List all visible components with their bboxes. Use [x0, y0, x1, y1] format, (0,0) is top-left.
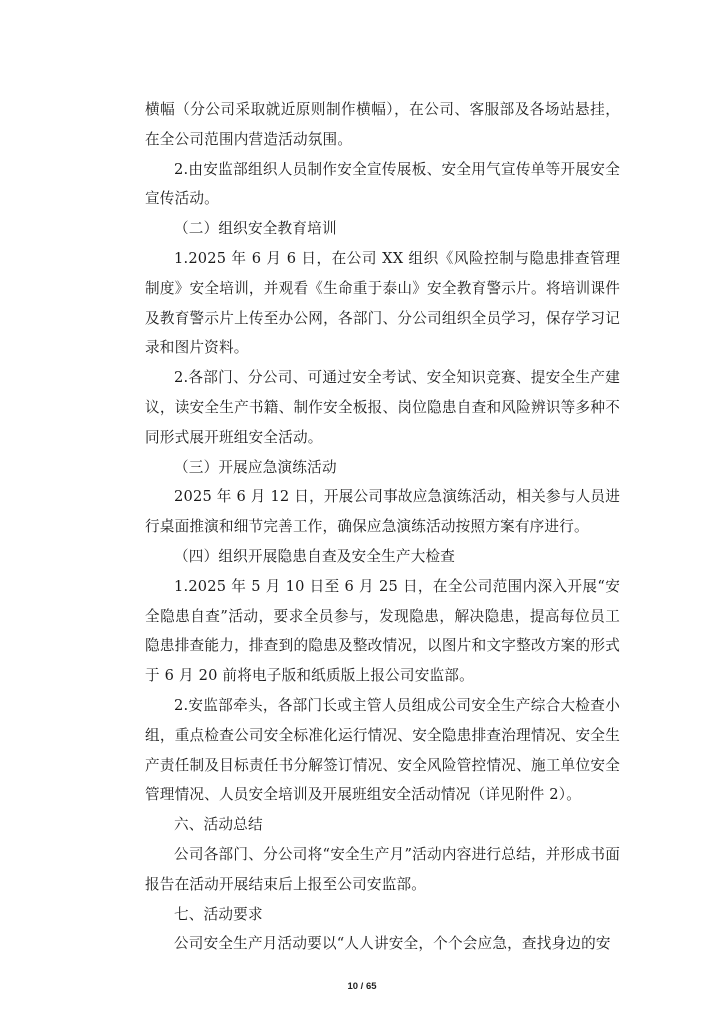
subheading-hazard-inspection: （四）组织开展隐患自查及安全生产大检查	[174, 547, 456, 565]
paragraph-team-activities: 2.各部门、分公司、可通过安全考试、安全知识竞赛、提安全生产建议，读安全生产书籍、制作安全板报、岗位隐患自查和风险辨识等多种不同形式展开班组安全活动。	[145, 369, 620, 446]
paragraph-drill-details: 2025 年 6 月 12 日，开展公司事故应急演练活动，相关参与人员进行桌面推演和细节完善工作，确保应急演练活动按照方案有序进行。	[145, 488, 620, 536]
paragraph-requirements-start: 公司安全生产月活动要以“人人讲安全，个个会应急，查找身边的安	[174, 935, 611, 953]
heading-activity-summary: 六、活动总结	[174, 816, 263, 834]
document-body	[145, 95, 620, 959]
subheading-safety-training: （二）组织安全教育培训	[174, 220, 337, 238]
paragraph-hazard-self-check: 1.2025 年 5 月 10 日至 6 月 25 日，在全公司范围内深入开展“安全隐患自查”活动，要求全员参与，发现隐患，解决隐患，提高每位员工隐患排查能力，排查到的隐患及整改情况，以图片和文字整改方案的形式于 6 月 20 前将电子版和纸质版上报公司安监部。	[145, 577, 620, 685]
paragraph-training-session: 1.2025 年 6 月 6 日，在公司 XX 组织《风险控制与隐患排查管理制度》安全培训，并观看《生命重于泰山》安全教育警示片。将培训课件及教育警示片上传至办公网，各部门、分公司组织全员学习，保存学习记录和图片资料。	[145, 249, 620, 357]
paragraph-banner-continuation: 横幅（分公司采取就近原则制作横幅），在公司、客服部及各场站悬挂，在全公司范围内营造活动氛围。	[145, 101, 620, 148]
paragraph-promotion-boards: 2.由安监部组织人员制作安全宣传展板、安全用气宣传单等开展安全宣传活动。	[145, 160, 620, 208]
page-number: 10 / 65	[347, 981, 377, 992]
heading-activity-requirements: 七、活动要求	[174, 905, 263, 923]
paragraph-summary-report: 公司各部门、分公司将“安全生产月”活动内容进行总结，并形成书面报告在活动开展结束后上报至公司安监部。	[145, 845, 620, 893]
paragraph-comprehensive-inspection: 2.安监部牵头，各部门长或主管人员组成公司安全生产综合大检查小组，重点检查公司安全标准化运行情况、安全隐患排查治理情况、安全生产责任制及目标责任书分解签订情况、安全风险管控情况、施工单位安全管理情况、人员安全培训及开展班组安全活动情况（详见附件 2）。	[145, 696, 620, 804]
subheading-emergency-drill: （三）开展应急演练活动	[174, 458, 337, 476]
